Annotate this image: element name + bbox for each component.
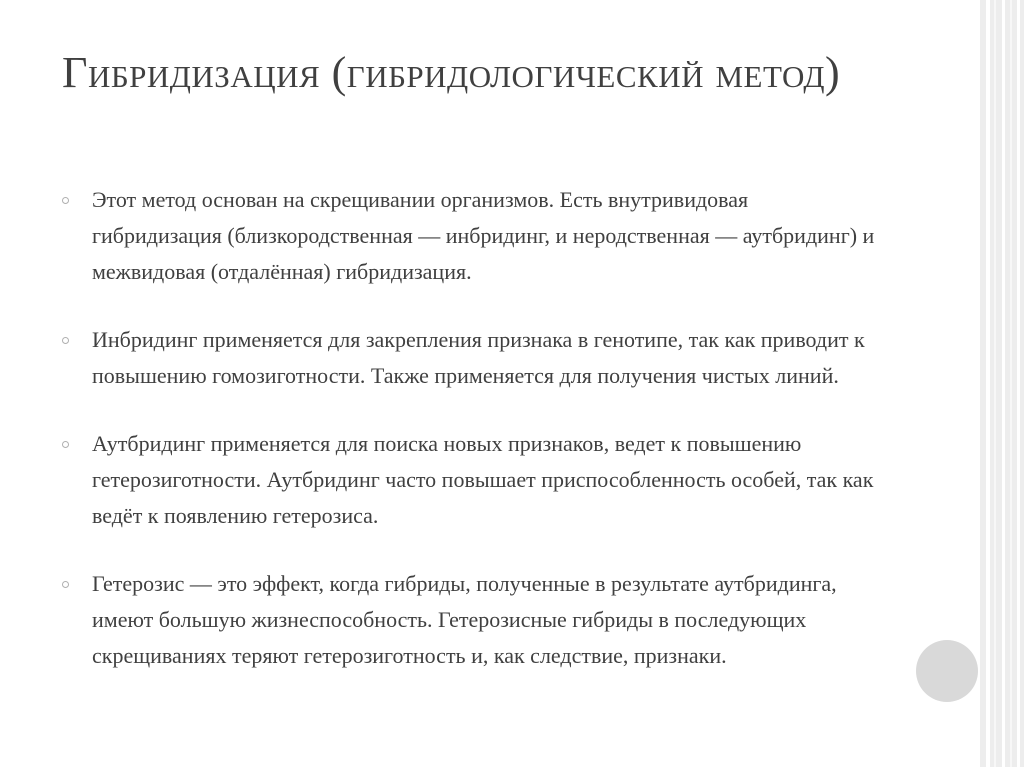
bullet-circle-icon (62, 441, 69, 448)
bullet-list (62, 182, 882, 706)
bullet-item (62, 426, 882, 534)
slide-title: Гибридизация (гибридологический метод) (62, 48, 841, 97)
bullet-item (62, 322, 882, 394)
bullet-text: Инбридинг применяется для закрепления признака в генотипе, так как приводит к повышению гомозиготности. Также применяется для получения чистых линий. (92, 327, 865, 388)
stripe (1002, 0, 1005, 767)
stripe (1010, 0, 1012, 767)
bullet-circle-icon (62, 337, 69, 344)
bullet-item (62, 182, 882, 290)
stripe (986, 0, 990, 767)
bullet-text: Этот метод основан на скрещивании организмов. Есть внутривидовая гибридизация (близкородственная — инбридинг, и неродственная — аутбридинг) и межвидовая (отдалённая) гибридизация. (92, 187, 875, 284)
stripe (1017, 0, 1020, 767)
bullet-item (62, 566, 882, 674)
stripe (994, 0, 996, 767)
bullet-circle-icon (62, 581, 69, 588)
decorative-circle (916, 640, 978, 702)
bullet-circle-icon (62, 197, 69, 204)
decorative-stripes (980, 0, 1024, 767)
bullet-text: Гетерозис — это эффект, когда гибриды, полученные в результате аутбридинга, имеют большую жизнеспособность. Гетерозисные гибриды в последующих скрещиваниях теряют гетерозиготность и, как следствие, признаки. (92, 571, 837, 668)
bullet-text: Аутбридинг применяется для поиска новых признаков, ведет к повышению гетерозиготности. Аутбридинг часто повышает приспособленность особей, так как ведёт к появлению гетерозиса. (92, 431, 874, 528)
